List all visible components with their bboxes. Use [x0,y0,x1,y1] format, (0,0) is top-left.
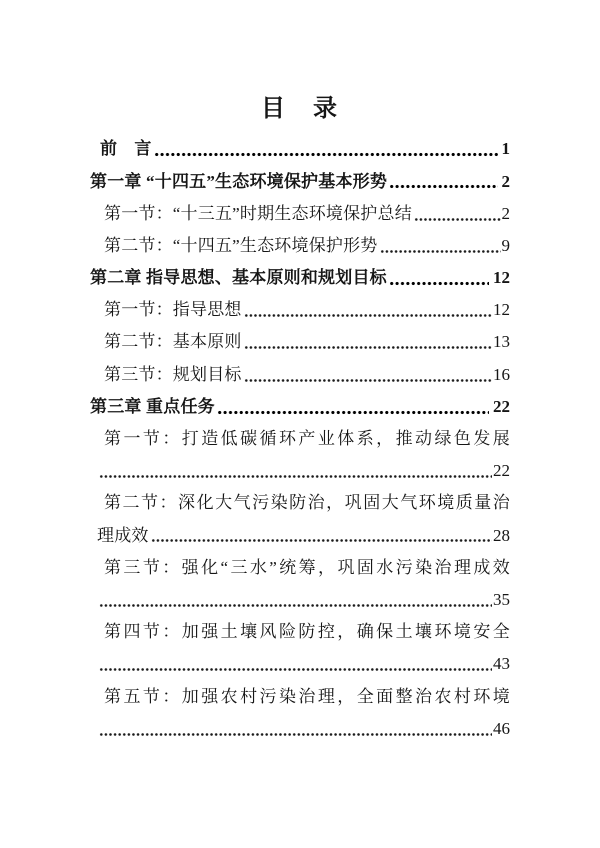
toc-entry-text: 第一节：“十三五”时期生态环境保护总结 [104,203,412,223]
page-number: 16 [493,364,510,384]
page-number: 43 [493,654,510,674]
toc-line [90,196,510,228]
page-number: 22 [493,396,510,416]
dot-leader [414,217,501,222]
toc-list [90,132,510,744]
toc-entry-text: 第三章 重点任务 [90,396,215,416]
toc-line [90,615,510,647]
page-number: 13 [493,332,510,352]
page-title: 目 录 [261,96,339,122]
toc-line [90,454,510,486]
dot-leader [151,538,492,543]
toc-line [90,422,510,454]
dot-leader [99,732,492,737]
dot-leader [380,249,501,254]
toc-line [90,486,510,518]
toc-line [90,711,510,743]
page-number: 1 [501,139,510,159]
toc-line [90,550,510,582]
toc-entry-text: 理成效 [97,525,149,545]
page-number: 2 [501,171,510,191]
dot-leader [99,603,492,608]
toc-line [90,229,510,261]
dot-leader [99,667,492,672]
toc-entry-text: 第二节：“十四五”生态环境保护形势 [104,235,378,255]
page-number: 2 [501,203,510,223]
dot-leader [389,281,489,286]
toc-line [90,390,510,422]
toc-line [90,293,510,325]
toc-entry-text: 第五节：加强农村污染治理，全面整治农村环境 [104,686,510,706]
page-number: 12 [493,268,510,288]
toc-entry-text: 第一章 “十四五”生态环境保护基本形势 [90,171,388,191]
toc-entry-text: 第三节：强化“三水”统筹，巩固水污染治理成效 [104,557,510,577]
page-number: 46 [493,718,510,738]
toc-line [90,164,510,196]
toc-line [90,261,510,293]
page-number: 9 [501,235,510,255]
toc-line [90,357,510,389]
toc-entry-text: 第二节：基本原则 [104,332,242,352]
toc-line [90,325,510,357]
toc-line [90,132,510,164]
toc-line [90,679,510,711]
toc-entry-text: 第四节：加强土壤风险防控，确保土壤环境安全 [104,622,510,642]
dot-leader [244,313,492,318]
page-number: 12 [493,300,510,320]
toc-entry-text: 第一节：指导思想 [104,300,242,320]
toc-entry-text: 第三节：规划目标 [104,364,242,384]
dot-leader [154,152,498,157]
dot-leader [217,410,489,415]
dot-leader [99,474,492,479]
page-number: 22 [493,461,510,481]
toc-line [90,583,510,615]
toc-entry-text: 前 言 [100,139,152,159]
page-number: 35 [493,589,510,609]
toc-line [90,518,510,550]
toc-line [90,647,510,679]
dot-leader [389,184,497,189]
page-number: 28 [493,525,510,545]
dot-leader [244,345,492,350]
dot-leader [244,378,492,383]
toc-entry-text: 第二章 指导思想、基本原则和规划目标 [90,268,387,288]
toc-entry-text: 第一节：打造低碳循环产业体系，推动绿色发展 [104,429,510,449]
toc-entry-text: 第二节：深化大气污染防治，巩固大气环境质量治 [104,493,510,513]
